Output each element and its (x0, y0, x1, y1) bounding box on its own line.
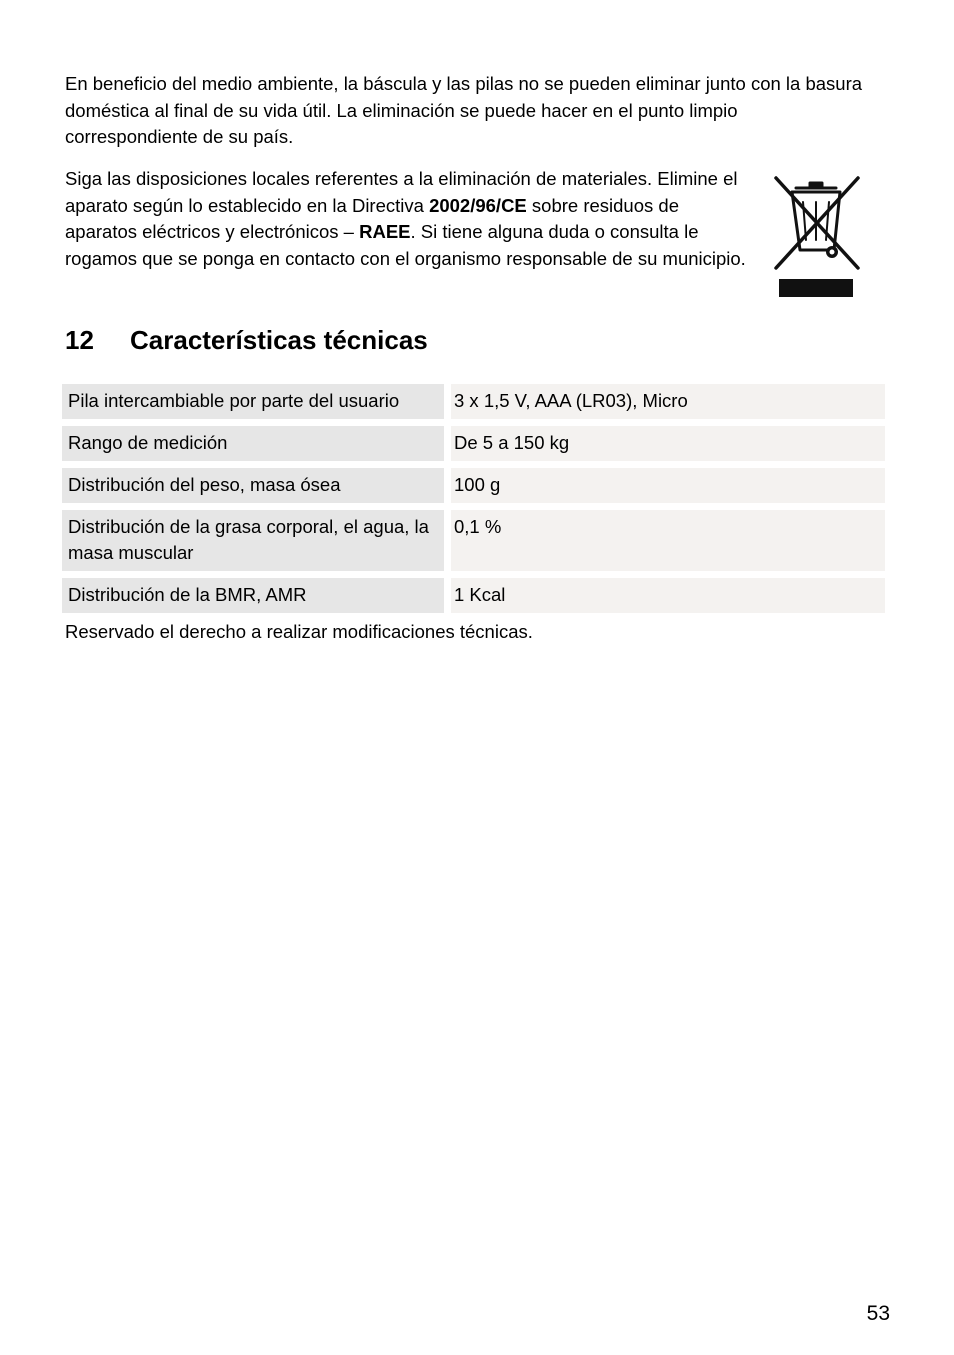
spec-value: De 5 a 150 kg (451, 426, 885, 461)
spec-value: 1 Kcal (451, 578, 885, 613)
section-heading (65, 322, 428, 358)
raee-label: RAEE (359, 221, 411, 242)
spec-value: 0,1 % (451, 510, 885, 571)
table-row (62, 426, 885, 461)
disposal-paragraph: En beneficio del medio ambiente, la báscula y las pilas no se pueden eliminar junto con la basura doméstica al final de su vida útil. La eliminación se puede hacer en el punto limpio correspondiente de su país. (65, 73, 863, 147)
directive-text-2: sobre residuos de aparatos eléctricos y electrónicos – (65, 194, 679, 242)
directive-paragraph (65, 166, 755, 272)
table-row (62, 510, 885, 571)
page-number: 53 (866, 1302, 890, 1325)
directive-number: 2002/96/CE (429, 194, 527, 216)
spec-label: Pila intercambiable por parte del usuario (62, 384, 451, 419)
spec-value: 3 x 1,5 V, AAA (LR03), Micro (451, 384, 885, 419)
table-row (62, 578, 885, 613)
spec-label: Distribución de la grasa corporal, el agua, la masa muscular (62, 510, 451, 571)
spec-label: Distribución del peso, masa ósea (62, 468, 451, 503)
section-title: Características técnicas (130, 325, 428, 355)
section-number: 12 (65, 325, 94, 355)
footnote: Reservado el derecho a realizar modificaciones técnicas. (65, 621, 533, 642)
spec-label: Rango de medición (62, 426, 451, 461)
spec-label: Distribución de la BMR, AMR (62, 578, 451, 613)
crossed-out-wheelie-bin-icon (770, 172, 864, 300)
table-row (62, 468, 885, 503)
table-row (62, 384, 885, 419)
spec-value: 100 g (451, 468, 885, 503)
specs-table (62, 377, 885, 620)
directive-text-1: Siga las disposiciones locales referentes a la eliminación de materiales. Elimine el aparato según lo establecido en la Directiva (65, 168, 738, 216)
directive-text-3: . Si tiene alguna duda o consulta le rogamos que se ponga en contacto con el organismo responsable de su municipio. (65, 221, 746, 269)
